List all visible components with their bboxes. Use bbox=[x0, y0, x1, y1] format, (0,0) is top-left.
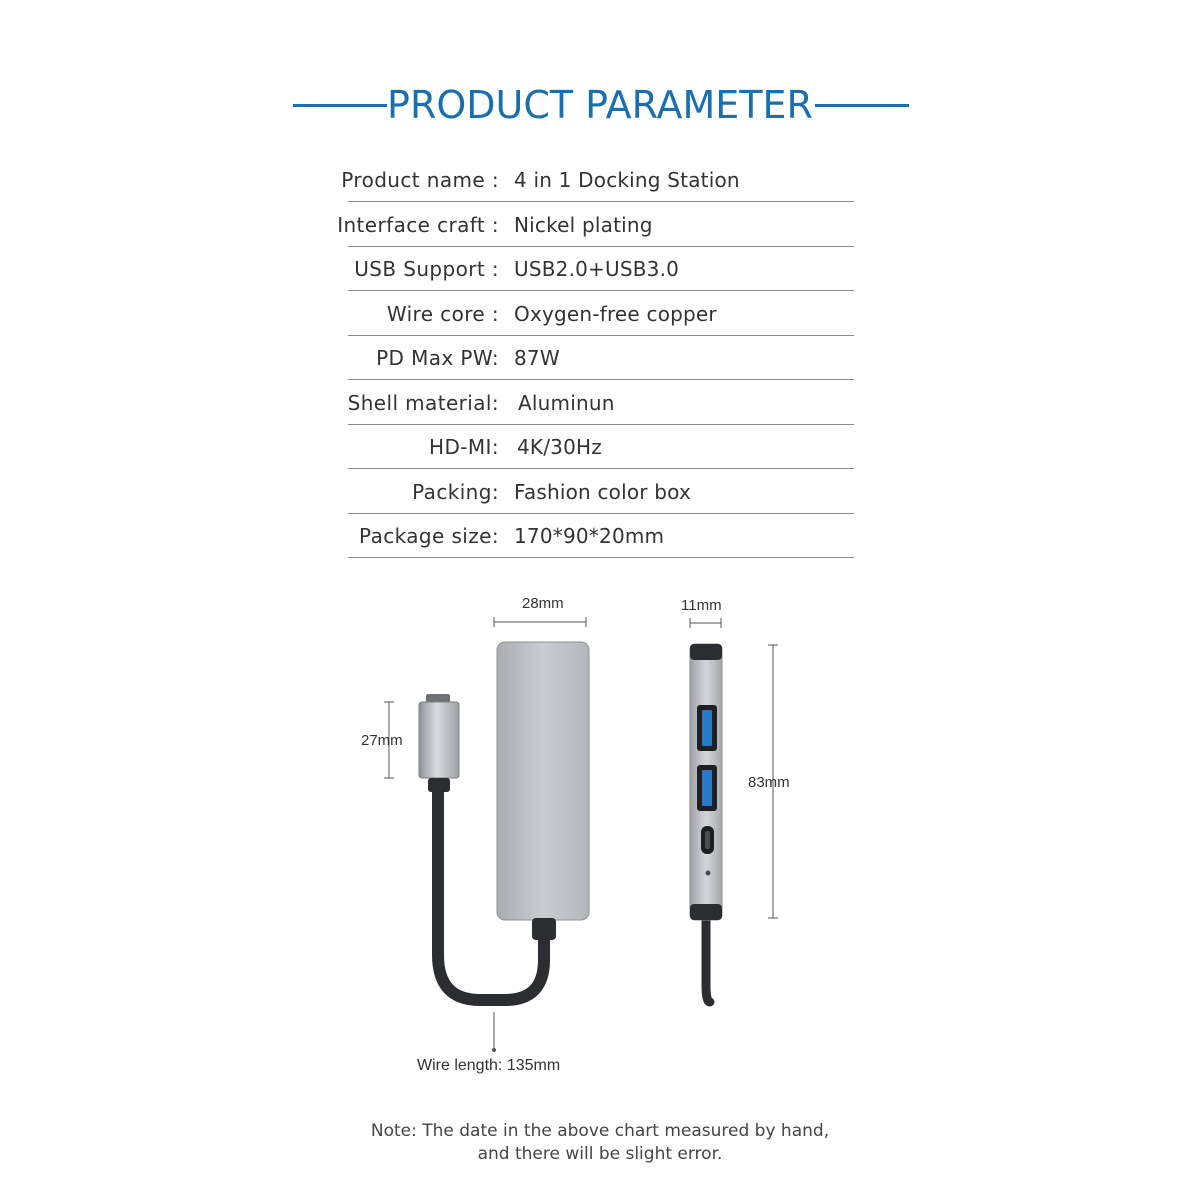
spec-value: Oxygen-free copper bbox=[514, 301, 717, 326]
width-label: 28mm bbox=[522, 595, 564, 612]
spec-label: HD-MI: bbox=[429, 435, 499, 459]
spec-value: Aluminun bbox=[518, 390, 615, 415]
spec-label: PD Max PW: bbox=[376, 346, 499, 370]
hub-shell-front bbox=[497, 642, 589, 940]
measurement-note bbox=[0, 1120, 1200, 1166]
page-title: PRODUCT PARAMETER bbox=[387, 83, 813, 127]
spec-value: 170*90*20mm bbox=[514, 524, 665, 548]
hub-side-view bbox=[690, 644, 722, 1002]
spec-label: Shell material: bbox=[347, 390, 499, 415]
spec-label: Product name : bbox=[341, 168, 499, 192]
usb-a-port-2 bbox=[697, 765, 717, 811]
spec-value: 4 in 1 Docking Station bbox=[514, 168, 740, 192]
connector-label: 27mm bbox=[361, 732, 403, 749]
usb-c-port bbox=[701, 826, 714, 854]
wire-length-label: Wire length: 135mm bbox=[417, 1057, 561, 1074]
note-line-2: and there will be slight error. bbox=[477, 1144, 723, 1164]
spec-label: Wire core : bbox=[386, 301, 499, 326]
usb-c-connector bbox=[419, 694, 459, 792]
spec-value: Fashion color box bbox=[514, 479, 692, 504]
spec-value: USB2.0+USB3.0 bbox=[514, 257, 680, 281]
usb-a-port-1 bbox=[697, 705, 717, 751]
wire-length-marker bbox=[492, 1012, 496, 1052]
spec-value: 4K/30Hz bbox=[517, 435, 602, 459]
thickness-dimension bbox=[690, 618, 721, 628]
spec-value: Nickel plating bbox=[514, 212, 653, 237]
thickness-label: 11mm bbox=[681, 597, 722, 614]
spec-label: Packing: bbox=[412, 479, 499, 504]
spec-label: USB Support : bbox=[354, 257, 499, 281]
led-indicator bbox=[706, 871, 711, 876]
spec-label: Package size: bbox=[359, 524, 499, 548]
length-label: 83mm bbox=[748, 774, 790, 791]
width-dimension bbox=[494, 617, 586, 627]
spec-label: Interface craft : bbox=[337, 212, 499, 237]
spec-value: 87W bbox=[514, 346, 560, 370]
note-line-1: Note: The date in the above chart measured by hand, bbox=[370, 1121, 830, 1141]
